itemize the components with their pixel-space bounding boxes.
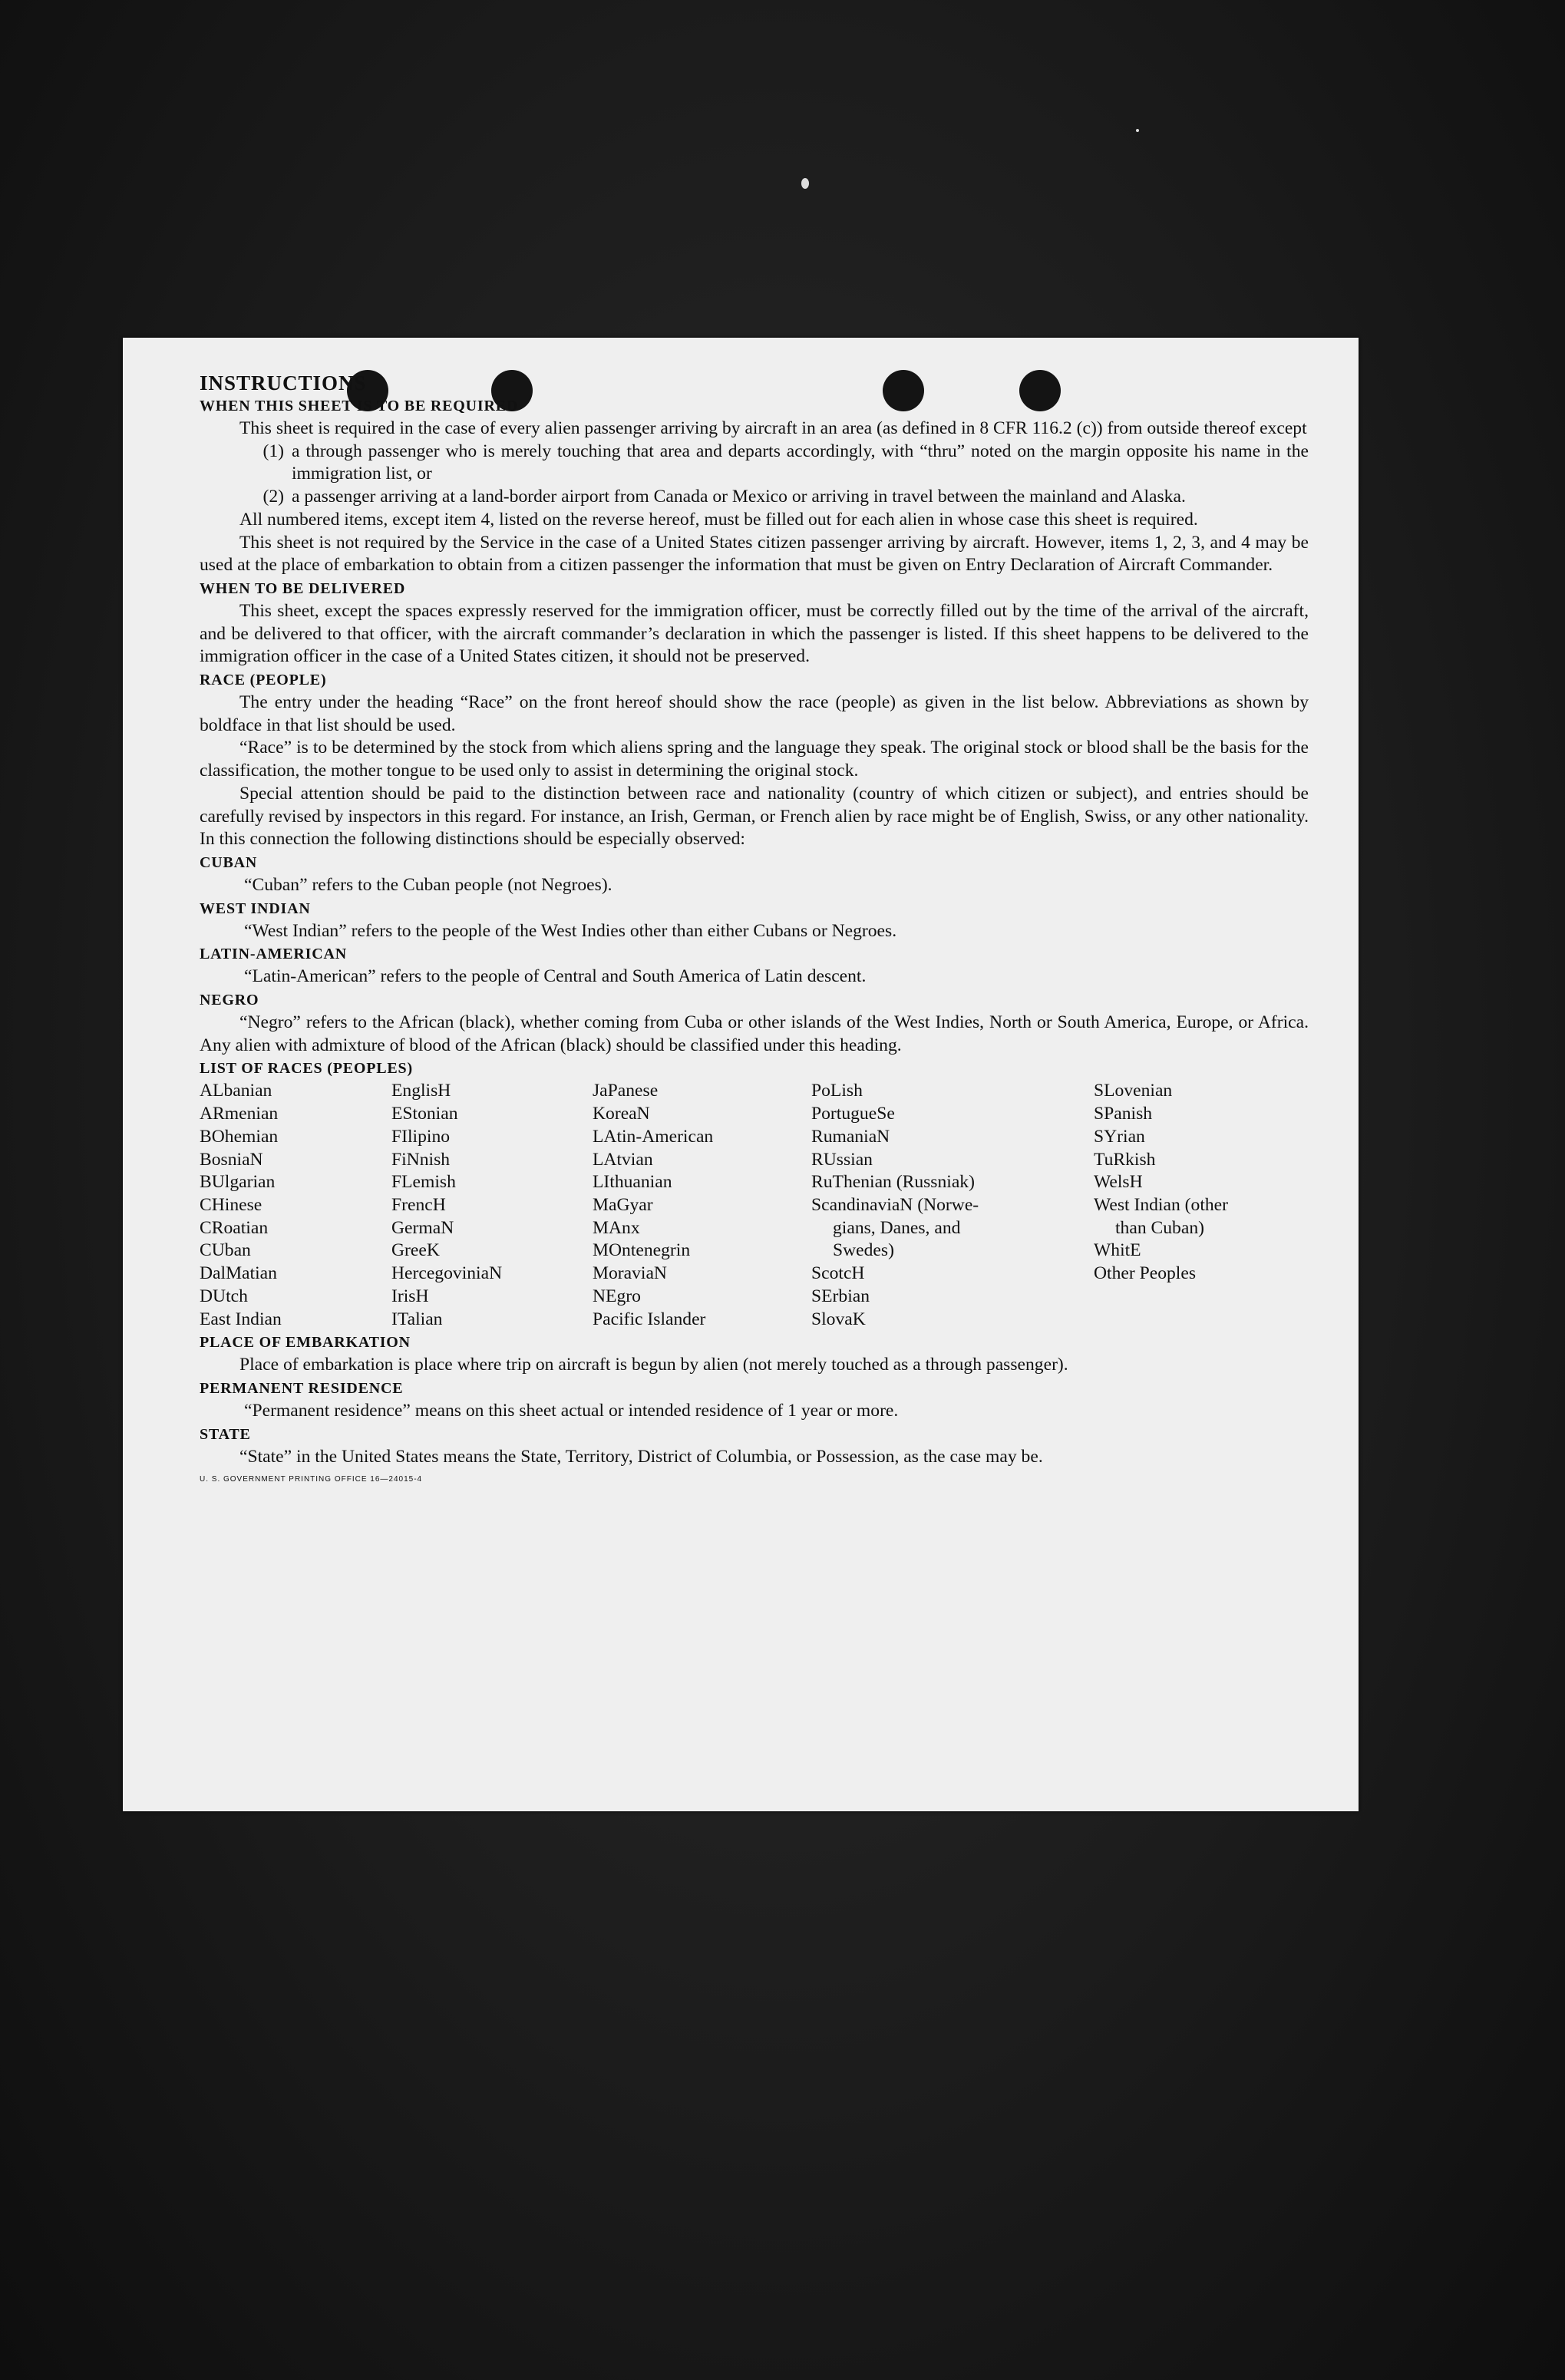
race-entry: RuThenian (Russniak): [811, 1172, 975, 1193]
race-entry: LAtvian: [593, 1149, 653, 1170]
paragraph-delivery: This sheet, except the spaces expressly reserved for the immigration officer, must be correctly filled out by the time of the arrival of the aircraft, and be delivered to that officer, with the aircraft commander’s declaration in which the passenger is listed. If this sheet happens to be delivered to the immigration officer in the case of a United States citizen, it should not be preserved.: [200, 600, 1309, 667]
definition-embarkation: Place of embarkation is place where trip on aircraft is begun by alien (not merely touched as a through passenger).: [239, 1355, 1068, 1375]
page-title: INSTRUCTIONS: [200, 371, 367, 394]
section-heading-west-indian: WEST INDIAN: [200, 900, 311, 917]
race-entry: CHinese: [200, 1194, 262, 1215]
instruction-sheet: [123, 338, 1359, 1811]
exception-item: [200, 441, 1309, 486]
section-heading-cuban: CUBAN: [200, 853, 258, 871]
race-entry: Other Peoples: [1094, 1263, 1197, 1284]
race-column: [1094, 1080, 1301, 1331]
race-entry: West Indian (other: [1094, 1194, 1228, 1215]
definition-cuban: “Cuban” refers to the Cuban people (not Negroes).: [244, 874, 612, 895]
race-entry: EnglisH: [391, 1081, 451, 1101]
race-entry: EStonian: [391, 1104, 458, 1124]
paragraph-numbered-items: All numbered items, except item 4, listed on the reverse hereof, must be filled out for each alien in whose case this sheet is required.: [239, 509, 1198, 530]
race-entry: LAtin-American: [593, 1126, 714, 1147]
section-heading-embarkation: PLACE OF EMBARKATION: [200, 1334, 411, 1352]
race-column: [391, 1080, 593, 1331]
printer-imprint: U. S. GOVERNMENT PRINTING OFFICE 16—24015-4: [200, 1475, 423, 1484]
race-entry: KoreaN: [593, 1104, 650, 1124]
race-entry: MOntenegrin: [593, 1240, 691, 1261]
exception-item: [200, 486, 1309, 509]
race-entry: SYrian: [1094, 1126, 1145, 1147]
race-entry: GreeK: [391, 1240, 440, 1261]
section-heading-latin-american: LATIN-AMERICAN: [200, 946, 347, 963]
race-entry: WhitE: [1094, 1240, 1141, 1261]
race-entry: FiNnish: [391, 1149, 451, 1170]
race-entry: BOhemian: [200, 1126, 279, 1147]
section-heading-negro: NEGRO: [200, 992, 259, 1009]
race-entry: SLovenian: [1094, 1081, 1173, 1101]
race-list: [200, 1080, 1309, 1331]
race-entry: CRoatian: [200, 1217, 269, 1238]
item-number: (1): [262, 441, 284, 461]
race-entry: PortugueSe: [811, 1104, 895, 1124]
race-entry: SErbian: [811, 1286, 870, 1306]
race-entry: FrencH: [391, 1194, 446, 1215]
race-entry: CUban: [200, 1240, 251, 1261]
race-entry: ScotcH: [811, 1263, 865, 1284]
race-entry: NEgro: [593, 1286, 641, 1306]
race-entry: RUssian: [811, 1149, 873, 1170]
race-entry: ARmenian: [200, 1104, 279, 1124]
race-entry: Pacific Islander: [593, 1309, 706, 1329]
race-entry: than Cuban): [1115, 1217, 1204, 1238]
race-entry: HercegoviniaN: [391, 1263, 503, 1284]
paragraph-required-intro: This sheet is required in the case of every alien passenger arriving by aircraft in an area (as defined in 8 CFR 116.2 (c)) from outside thereof except: [239, 418, 1307, 438]
section-heading-when-required: WHEN THIS SHEET IS TO BE REQUIRED: [200, 398, 519, 414]
race-entry: MaGyar: [593, 1194, 653, 1215]
paragraph-race-3: Special attention should be paid to the distinction between race and nationality (country of which citizen or subject), and entries should be carefully revised by inspectors in this regard. For instance, an Irish, German, or French alien by race might be of English, Swiss, or any other nationality. In this connection the following distinctions should be especially observed:: [200, 783, 1309, 850]
race-column: [593, 1080, 811, 1331]
definition-west-indian: “West Indian” refers to the people of the West Indies other than either Cubans or Negroes.: [244, 920, 897, 941]
race-entry: East Indian: [200, 1309, 282, 1329]
race-entry: gians, Danes, and: [833, 1217, 961, 1238]
item-text: a passenger arriving at a land-border airport from Canada or Mexico or arriving in travel between the mainland and Alaska.: [292, 487, 1186, 507]
race-column: [811, 1080, 1094, 1331]
race-entry: BUlgarian: [200, 1172, 276, 1193]
section-heading-list-of-races: LIST OF RACES (PEOPLES): [200, 1060, 413, 1078]
definition-state: “State” in the United States means the State, Territory, District of Columbia, or Possession, as the case may be.: [239, 1446, 1043, 1467]
race-entry: ITalian: [391, 1309, 443, 1329]
film-speck: [801, 178, 809, 189]
race-entry: DUtch: [200, 1286, 248, 1306]
race-entry: ALbanian: [200, 1081, 272, 1101]
race-entry: MAnx: [593, 1217, 640, 1238]
race-entry: TuRkish: [1094, 1149, 1156, 1170]
paragraph-race-1: The entry under the heading “Race” on the front hereof should show the race (people) as given in the list below. Abbreviations as shown by boldface in that list should be used.: [200, 692, 1309, 735]
race-entry: Swedes): [833, 1240, 894, 1261]
race-entry: DalMatian: [200, 1263, 277, 1284]
race-entry: MoraviaN: [593, 1263, 667, 1284]
document-body: [200, 371, 1309, 1491]
item-text: a through passenger who is merely touching that area and departs accordingly, with “thru” noted on the margin opposite his name in the immigration list, or: [292, 441, 1309, 484]
section-heading-when-delivered: WHEN TO BE DELIVERED: [200, 579, 406, 597]
race-entry: RumaniaN: [811, 1126, 890, 1147]
definition-residence: “Permanent residence” means on this sheet actual or intended residence of 1 year or more.: [244, 1400, 899, 1421]
race-column: [200, 1080, 391, 1331]
race-entry: WelsH: [1094, 1172, 1143, 1193]
item-number: (2): [262, 487, 284, 507]
section-heading-residence: PERMANENT RESIDENCE: [200, 1379, 404, 1397]
section-heading-state: STATE: [200, 1425, 251, 1443]
race-entry: IrisH: [391, 1286, 429, 1306]
race-entry: GermaN: [391, 1217, 454, 1238]
paragraph-race-2: “Race” is to be determined by the stock from which aliens spring and the language they speak. The original stock or blood shall be the basis for the classification, the mother tongue to be used only to assist in determining the original stock.: [200, 738, 1309, 781]
race-entry: PoLish: [811, 1081, 863, 1101]
definition-negro: “Negro” refers to the African (black), whether coming from Cuba or other islands of the West Indies, North or South America, Europe, or Africa. Any alien with admixture of blood of the African (black) should be classified under this heading.: [200, 1012, 1309, 1055]
definition-latin-american: “Latin-American” refers to the people of Central and South America of Latin descent.: [244, 966, 867, 987]
race-entry: LIthuanian: [593, 1172, 672, 1193]
race-entry: ScandinaviaN (Norwe-: [811, 1194, 979, 1215]
paragraph-citizen-passenger: This sheet is not required by the Service in the case of a United States citizen passenger arriving by aircraft. However, items 1, 2, 3, and 4 may be used at the place of embarkation to obtain from a citizen passenger the information that must be given on Entry Declaration of Aircraft Commander.: [200, 532, 1309, 576]
film-speck: [1136, 129, 1139, 132]
race-entry: SPanish: [1094, 1104, 1153, 1124]
race-entry: SlovaK: [811, 1309, 866, 1329]
race-entry: FIlipino: [391, 1126, 451, 1147]
race-entry: FLemish: [391, 1172, 456, 1193]
race-entry: JaPanese: [593, 1081, 659, 1101]
section-heading-race: RACE (PEOPLE): [200, 672, 327, 689]
race-entry: BosniaN: [200, 1149, 263, 1170]
